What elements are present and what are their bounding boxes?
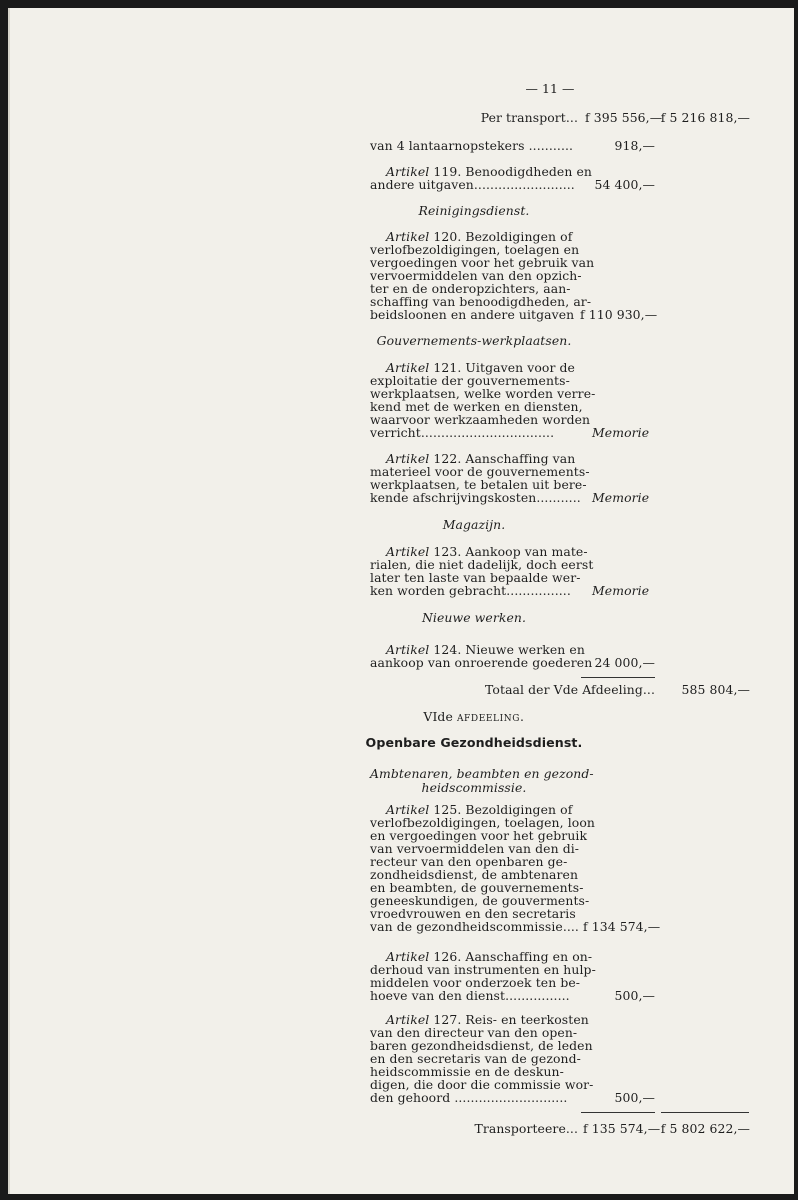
art120-line: vervoermiddelen van den opzich- bbox=[370, 268, 582, 283]
heading-magazijn: Magazijn. bbox=[442, 517, 506, 532]
art126-artikel: Artikel bbox=[386, 949, 430, 964]
art125-line: geneeskundigen, de gouverments- bbox=[370, 893, 590, 908]
art120-amount: f 110 930,— bbox=[580, 307, 658, 322]
art125-line: recteur van den openbaren ge- bbox=[370, 854, 568, 869]
art125-line1-text: 125. Bezoldigingen of bbox=[429, 802, 573, 817]
art120-line: ter en de onderopzichters, aan- bbox=[370, 281, 571, 296]
art125-line: van de gezondheidscommissie.... bbox=[370, 919, 579, 934]
art127-amount: 500,— bbox=[614, 1090, 655, 1105]
art120-artikel: Artikel bbox=[386, 229, 430, 244]
art127-line1-text: 127. Reis- en teerkosten bbox=[429, 1012, 589, 1027]
art119-line1-text: 119. Benoodigdheden en bbox=[429, 164, 592, 179]
heading-gouvernements-werkplaatsen: Gouvernements-werkplaatsen. bbox=[376, 333, 572, 348]
art122-line1-text: 122. Aanschaffing van bbox=[429, 451, 576, 466]
art122-amount: Memorie bbox=[592, 490, 650, 505]
art125-line: en beambten, de gouvernements- bbox=[370, 880, 584, 895]
art125-artikel: Artikel bbox=[386, 802, 430, 817]
transport-rule-col2 bbox=[661, 1112, 749, 1113]
totaal-label: Totaal der Vde Afdeeling... bbox=[485, 682, 655, 697]
transporteere-col2: f 5 802 622,— bbox=[660, 1121, 750, 1136]
art122-line: kende afschrijvingskosten........... bbox=[370, 490, 581, 505]
lantaarnopstekers-amount: 918,— bbox=[614, 138, 655, 153]
art121-line: waarvoor werkzaamheden worden bbox=[370, 412, 591, 427]
art127-line: van den directeur van den open- bbox=[370, 1025, 578, 1040]
lantaarnopstekers-text: van 4 lantaarnopstekers ........... bbox=[370, 138, 574, 153]
art126-line: middelen voor onderzoek ten be- bbox=[370, 975, 581, 990]
art120-line: schaffing van benoodigdheden, ar- bbox=[370, 294, 592, 309]
art121-line: kend met de werken en diensten, bbox=[370, 399, 583, 414]
transport-rule-col1 bbox=[581, 1112, 655, 1113]
art127-line: digen, die door die commissie wor- bbox=[370, 1077, 594, 1092]
art121-line: exploitatie der gouvernements- bbox=[370, 373, 570, 388]
art125-line: van vervoermiddelen van den di- bbox=[370, 841, 580, 856]
art126-line: hoeve van den dienst................ bbox=[370, 988, 570, 1003]
art123-line: rialen, die niet dadelijk, doch eerst bbox=[370, 557, 594, 572]
art120-line: beidsloonen en andere uitgaven bbox=[370, 307, 575, 322]
art126-line: derhoud van instrumenten en hulp- bbox=[370, 962, 596, 977]
art119-artikel: Artikel bbox=[386, 164, 430, 179]
art123-artikel: Artikel bbox=[386, 544, 430, 559]
transport-col1: f 395 556,— bbox=[585, 110, 663, 125]
totaal-amount: 585 804,— bbox=[681, 682, 750, 697]
page-number: — 11 — bbox=[525, 81, 575, 96]
transport-label: Per transport... bbox=[480, 110, 578, 125]
art127-line: en den secretaris van de gezond- bbox=[370, 1051, 581, 1066]
art125-amount: f 134 574,— bbox=[583, 919, 661, 934]
art122-line: werkplaatsen, te betalen uit bere- bbox=[370, 477, 587, 492]
art122-artikel: Artikel bbox=[386, 451, 430, 466]
transport-col2: f 5 216 818,— bbox=[660, 110, 750, 125]
afdeeling-heading bbox=[370, 711, 578, 723]
afdeeling-word: afdeeling. bbox=[456, 709, 525, 724]
art119-amount: 54 400,— bbox=[594, 177, 655, 192]
art123-line: later ten laste van bepaalde wer- bbox=[370, 570, 581, 585]
art121-line: verricht................................. bbox=[370, 425, 555, 440]
art127-artikel: Artikel bbox=[386, 1012, 430, 1027]
heading-reinigingsdienst: Reinigingsdienst. bbox=[418, 203, 530, 218]
afdeeling-number: VIde bbox=[423, 709, 453, 724]
art127-line: den gehoord ............................ bbox=[370, 1090, 568, 1105]
subtotal-rule bbox=[581, 677, 655, 678]
art119-line2: andere uitgaven......................... bbox=[370, 177, 575, 192]
art127-line: baren gezondheidsdienst, de leden bbox=[370, 1038, 593, 1053]
transporteere-label: Transporteere... bbox=[474, 1121, 578, 1136]
heading-ambtenaren-line1: Ambtenaren, beambten en gezond- bbox=[370, 766, 594, 781]
art126-line1-text: 126. Aanschaffing en on- bbox=[429, 949, 593, 964]
art124-amount: 24 000,— bbox=[594, 655, 655, 670]
art121-line1-text: 121. Uitgaven voor de bbox=[429, 360, 575, 375]
art125-line: en vergoedingen voor het gebruik bbox=[370, 828, 588, 843]
art126-amount: 500,— bbox=[614, 988, 655, 1003]
art121-artikel: Artikel bbox=[386, 360, 430, 375]
art125-line: zondheidsdienst, de ambtenaren bbox=[370, 867, 579, 882]
art120-line: verlofbezoldigingen, toelagen en bbox=[370, 242, 580, 257]
art123-line1-text: 123. Aankoop van mate- bbox=[429, 544, 588, 559]
heading-openbare-gezondheidsdienst: Openbare Gezondheidsdienst. bbox=[365, 735, 583, 750]
art124-artikel: Artikel bbox=[386, 642, 430, 657]
art124-line2: aankoop van onroerende goederen bbox=[370, 655, 593, 670]
heading-nieuwe-werken: Nieuwe werken. bbox=[421, 610, 527, 625]
art127-line: heidscommissie en de deskun- bbox=[370, 1064, 564, 1079]
art124-line1-text: 124. Nieuwe werken en bbox=[429, 642, 585, 657]
art123-line: ken worden gebracht................ bbox=[370, 583, 571, 598]
transporteere-col1: f 135 574,— bbox=[583, 1121, 661, 1136]
art120-line: vergoedingen voor het gebruik van bbox=[370, 255, 595, 270]
art125-line: verlofbezoldigingen, toelagen, loon bbox=[370, 815, 595, 830]
art120-line1-text: 120. Bezoldigingen of bbox=[429, 229, 573, 244]
page-edge bbox=[8, 8, 10, 1194]
art122-line: materieel voor de gouvernements- bbox=[370, 464, 590, 479]
art123-amount: Memorie bbox=[592, 583, 650, 598]
art121-line: werkplaatsen, welke worden verre- bbox=[370, 386, 596, 401]
art121-amount: Memorie bbox=[592, 425, 650, 440]
heading-ambtenaren-line2: heidscommissie. bbox=[421, 780, 527, 795]
art125-line: vroedvrouwen en den secretaris bbox=[370, 906, 576, 921]
